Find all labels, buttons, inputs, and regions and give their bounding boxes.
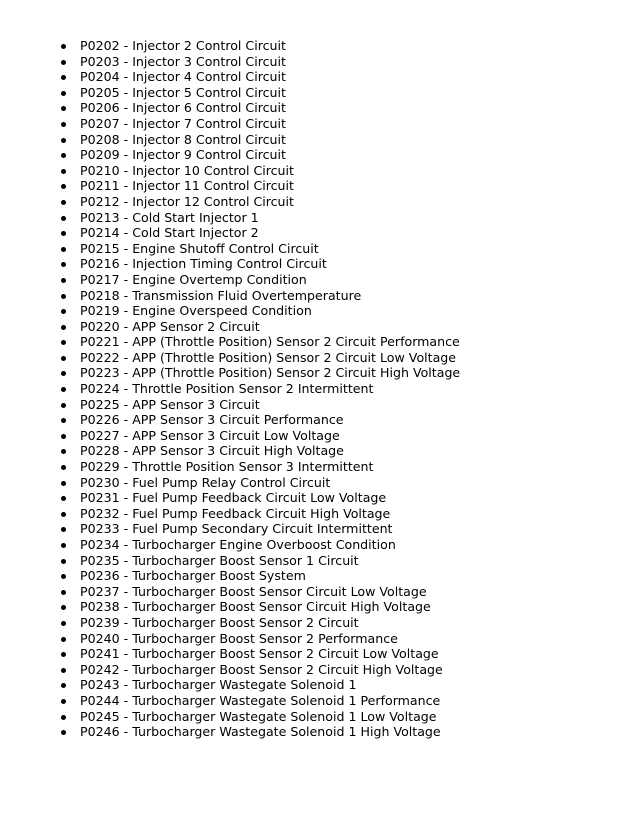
list-item: [58, 646, 460, 662]
list-item-text: P0242 - Turbocharger Boost Sensor 2 Circuit High Voltage: [80, 661, 443, 677]
bullet-icon: [61, 621, 66, 626]
list-item-text: P0233 - Fuel Pump Secondary Circuit Intermittent: [80, 521, 393, 537]
list-item: [58, 69, 460, 85]
bullet-icon: [61, 559, 66, 564]
list-item: [58, 365, 460, 381]
bullet-icon: [61, 153, 66, 158]
bullet-icon: [61, 387, 66, 392]
list-item-text: P0226 - APP Sensor 3 Circuit Performance: [80, 412, 344, 428]
bullet-icon: [61, 91, 66, 96]
list-item-text: P0207 - Injector 7 Control Circuit: [80, 115, 286, 131]
list-item-text: P0244 - Turbocharger Wastegate Solenoid 1 Performance: [80, 692, 441, 708]
list-item-text: P0238 - Turbocharger Boost Sensor Circuit High Voltage: [80, 599, 431, 615]
bullet-icon: [61, 449, 66, 454]
list-item-text: P0216 - Injection Timing Control Circuit: [80, 256, 327, 272]
list-item: [58, 225, 460, 241]
list-item-text: P0227 - APP Sensor 3 Circuit Low Voltage: [80, 427, 340, 443]
list-item-text: P0209 - Injector 9 Control Circuit: [80, 147, 286, 163]
list-item: [58, 38, 460, 54]
list-item: [58, 490, 460, 506]
list-item: [58, 584, 460, 600]
list-item: [58, 256, 460, 272]
list-item-text: P0202 - Injector 2 Control Circuit: [80, 38, 286, 53]
list-item-text: P0239 - Turbocharger Boost Sensor 2 Circuit: [80, 614, 359, 630]
list-item: [58, 443, 460, 459]
list-item-text: P0206 - Injector 6 Control Circuit: [80, 100, 286, 116]
list-item: [58, 553, 460, 569]
bullet-icon: [61, 44, 66, 49]
bullet-icon: [61, 434, 66, 439]
list-item: [58, 319, 460, 335]
list-item-text: P0212 - Injector 12 Control Circuit: [80, 193, 294, 209]
bullet-icon: [61, 340, 66, 345]
list-item: [58, 272, 460, 288]
list-item-text: P0221 - APP (Throttle Position) Sensor 2 Circuit Performance: [80, 334, 460, 350]
bullet-icon: [61, 403, 66, 408]
list-item-text: P0245 - Turbocharger Wastegate Solenoid 1 Low Voltage: [80, 708, 437, 724]
list-item: [58, 303, 460, 319]
list-item-text: P0219 - Engine Overspeed Condition: [80, 303, 312, 319]
bullet-icon: [61, 294, 66, 299]
list-item: [58, 116, 460, 132]
list-item: [58, 677, 460, 693]
bullet-icon: [61, 231, 66, 236]
bullet-icon: [61, 590, 66, 595]
bullet-icon: [61, 637, 66, 642]
code-list: [58, 38, 460, 740]
list-item-text: P0222 - APP (Throttle Position) Sensor 2 Circuit Low Voltage: [80, 349, 457, 365]
list-item: [58, 521, 460, 537]
list-item-text: P0246 - Turbocharger Wastegate Solenoid 1 High Voltage: [80, 724, 441, 740]
list-item: [58, 194, 460, 210]
bullet-icon: [61, 605, 66, 610]
list-item-text: P0231 - Fuel Pump Feedback Circuit Low Voltage: [80, 490, 387, 506]
list-item-text: P0213 - Cold Start Injector 1: [80, 209, 259, 225]
bullet-icon: [61, 699, 66, 704]
list-item-text: P0234 - Turbocharger Engine Overboost Condition: [80, 537, 396, 552]
list-item: [58, 412, 460, 428]
list-item: [58, 475, 460, 491]
bullet-icon: [61, 371, 66, 376]
bullet-icon: [61, 512, 66, 517]
bullet-icon: [61, 262, 66, 267]
list-item: [58, 210, 460, 226]
bullet-icon: [61, 309, 66, 314]
list-item: [58, 85, 460, 101]
bullet-icon: [61, 652, 66, 657]
list-item-text: P0217 - Engine Overtemp Condition: [80, 271, 307, 287]
list-item: [58, 147, 460, 163]
list-item-text: P0243 - Turbocharger Wastegate Solenoid 1: [80, 677, 357, 693]
bullet-icon: [61, 278, 66, 283]
bullet-icon: [61, 216, 66, 221]
bullet-icon: [61, 683, 66, 688]
list-item-text: P0229 - Throttle Position Sensor 3 Intermittent: [80, 459, 374, 475]
list-item-text: P0220 - APP Sensor 2 Circuit: [80, 318, 260, 334]
list-item-text: P0211 - Injector 11 Control Circuit: [80, 178, 294, 194]
list-item: [58, 537, 460, 553]
list-item: [58, 693, 460, 709]
list-item-text: P0236 - Turbocharger Boost System: [80, 568, 306, 584]
list-item: [58, 662, 460, 678]
list-item-text: P0218 - Transmission Fluid Overtemperature: [80, 287, 362, 303]
bullet-icon: [61, 75, 66, 80]
list-item: [58, 334, 460, 350]
list-item: [58, 100, 460, 116]
list-item-text: P0232 - Fuel Pump Feedback Circuit High Voltage: [80, 505, 391, 521]
bullet-icon: [61, 574, 66, 579]
list-item-text: P0204 - Injector 4 Control Circuit: [80, 69, 286, 85]
list-item-text: P0210 - Injector 10 Control Circuit: [80, 162, 294, 178]
list-item: [58, 163, 460, 179]
list-item: [58, 459, 460, 475]
list-item-text: P0205 - Injector 5 Control Circuit: [80, 84, 286, 100]
bullet-icon: [61, 169, 66, 174]
list-item-text: P0240 - Turbocharger Boost Sensor 2 Performance: [80, 630, 398, 646]
list-item-text: P0228 - APP Sensor 3 Circuit High Voltage: [80, 443, 344, 459]
bullet-icon: [61, 418, 66, 423]
list-item: [58, 288, 460, 304]
list-item-text: P0203 - Injector 3 Control Circuit: [80, 53, 286, 69]
list-item: [58, 178, 460, 194]
bullet-icon: [61, 325, 66, 330]
list-item: [58, 724, 460, 740]
list-item: [58, 381, 460, 397]
list-item: [58, 428, 460, 444]
bullet-icon: [61, 543, 66, 548]
list-item-text: P0237 - Turbocharger Boost Sensor Circuit Low Voltage: [80, 583, 427, 599]
bullet-icon: [61, 106, 66, 111]
list-item: [58, 709, 460, 725]
bullet-icon: [61, 60, 66, 65]
list-item-text: P0214 - Cold Start Injector 2: [80, 225, 259, 241]
bullet-icon: [61, 730, 66, 735]
bullet-icon: [61, 481, 66, 486]
list-item-text: P0224 - Throttle Position Sensor 2 Intermittent: [80, 381, 374, 397]
bullet-icon: [61, 715, 66, 720]
list-item-text: P0235 - Turbocharger Boost Sensor 1 Circuit: [80, 552, 359, 568]
list-item: [58, 132, 460, 148]
bullet-icon: [61, 184, 66, 189]
list-item-text: P0215 - Engine Shutoff Control Circuit: [80, 240, 319, 256]
bullet-icon: [61, 527, 66, 532]
bullet-icon: [61, 496, 66, 501]
bullet-icon: [61, 247, 66, 252]
list-item: [58, 241, 460, 257]
list-item: [58, 397, 460, 413]
bullet-icon: [61, 465, 66, 470]
list-item: [58, 615, 460, 631]
list-item: [58, 350, 460, 366]
list-item: [58, 599, 460, 615]
list-item-text: P0230 - Fuel Pump Relay Control Circuit: [80, 474, 331, 490]
list-item: [58, 54, 460, 70]
bullet-icon: [61, 200, 66, 205]
bullet-icon: [61, 138, 66, 143]
bullet-icon: [61, 122, 66, 127]
list-item-text: P0208 - Injector 8 Control Circuit: [80, 131, 286, 147]
list-item: [58, 568, 460, 584]
list-item-text: P0223 - APP (Throttle Position) Sensor 2 Circuit High Voltage: [80, 365, 461, 381]
bullet-icon: [61, 356, 66, 361]
list-item: [58, 631, 460, 647]
list-item-text: P0241 - Turbocharger Boost Sensor 2 Circuit Low Voltage: [80, 646, 439, 662]
list-item-text: P0225 - APP Sensor 3 Circuit: [80, 396, 260, 412]
bullet-icon: [61, 668, 66, 673]
list-item: [58, 506, 460, 522]
